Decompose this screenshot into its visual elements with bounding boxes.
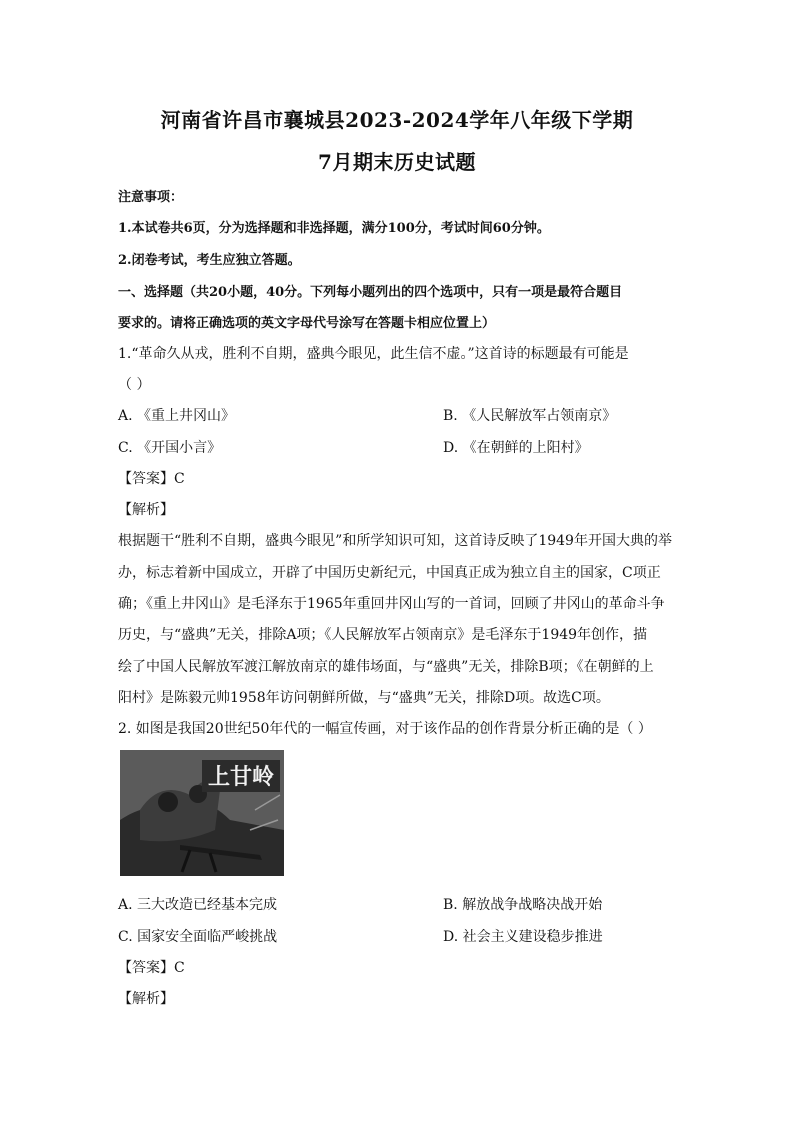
q2-option-d: D. 社会主义建设稳步推进 bbox=[443, 929, 603, 945]
poster-caption: 上甘岭 bbox=[207, 765, 275, 790]
exam-title-line2: 7月期末历史试题 bbox=[318, 150, 476, 174]
q1-analysis-line: 历史，与“盛典”无关，排除A项；《人民解放军占领南京》是毛泽东于1949年创作，描 bbox=[118, 627, 648, 643]
q1-answer: 【答案】C bbox=[118, 471, 185, 487]
q2-option-c: C. 国家安全面临严峻挑战 bbox=[118, 929, 278, 945]
q1-analysis-line: 阳村》是陈毅元帅1958年访问朝鲜所做，与“盛典”无关，排除D项。故选C项。 bbox=[118, 690, 610, 706]
q1-analysis-line: 办，标志着新中国成立，开辟了中国历史新纪元，中国真正成为独立自主的国家，C项正 bbox=[118, 565, 661, 581]
propaganda-poster-image bbox=[120, 750, 284, 876]
q2-option-b: B. 解放战争战略决战开始 bbox=[443, 897, 603, 913]
q2-answer: 【答案】C bbox=[118, 960, 185, 976]
q2-option-a: A. 三大改造已经基本完成 bbox=[118, 897, 278, 913]
exam-title-line1: 河南省许昌市襄城县2023-2024学年八年级下学期 bbox=[160, 108, 634, 132]
q1-analysis-line: 确；《重上井冈山》是毛泽东于1965年重回井冈山写的一首词，回顾了井冈山的革命斗争 bbox=[118, 596, 665, 612]
q1-analysis-label: 【解析】 bbox=[118, 502, 174, 518]
q1-analysis-line: 绘了中国人民解放军渡江解放南京的雄伟场面，与“盛典”无关，排除B项；《在朝鲜的上 bbox=[118, 659, 654, 675]
q2-analysis-label: 【解析】 bbox=[118, 991, 174, 1007]
q1-analysis-line: 根据题干“胜利不自期，盛典今眼见”和所学知识可知，这首诗反映了1949年开国大典的举 bbox=[118, 533, 672, 549]
q1-option-a: A. 《重上井冈山》 bbox=[118, 408, 236, 424]
notice-item-1: 1.本试卷共6页，分为选择题和非选择题，满分100分，考试时间60分钟。 bbox=[118, 221, 550, 236]
poster-illustration bbox=[120, 750, 284, 876]
notice-heading: 注意事项： bbox=[118, 190, 184, 205]
q1-answer-paren: （ ） bbox=[118, 377, 151, 393]
q1-option-c: C. 《开国小言》 bbox=[118, 440, 222, 456]
section-instructions-line2: 要求的。请将正确选项的英文字母代号涂写在答题卡相应位置上） bbox=[118, 316, 496, 331]
notice-item-2: 2.闭卷考试，考生应独立答题。 bbox=[118, 253, 301, 268]
q1-option-b: B. 《人民解放军占领南京》 bbox=[443, 408, 617, 424]
q1-stem: 1.“革命久从戎，胜利不自期，盛典今眼见，此生信不虚。”这首诗的标题最有可能是 bbox=[118, 346, 629, 362]
section-instructions-line1: 一、选择题（共20小题，40分。下列每小题列出的四个选项中，只有一项是最符合题目 bbox=[118, 285, 623, 300]
q2-stem: 2. 如图是我国20世纪50年代的一幅宣传画，对于该作品的创作背景分析正确的是（ ） bbox=[118, 721, 652, 737]
q1-option-d: D. 《在朝鲜的上阳村》 bbox=[443, 440, 589, 456]
